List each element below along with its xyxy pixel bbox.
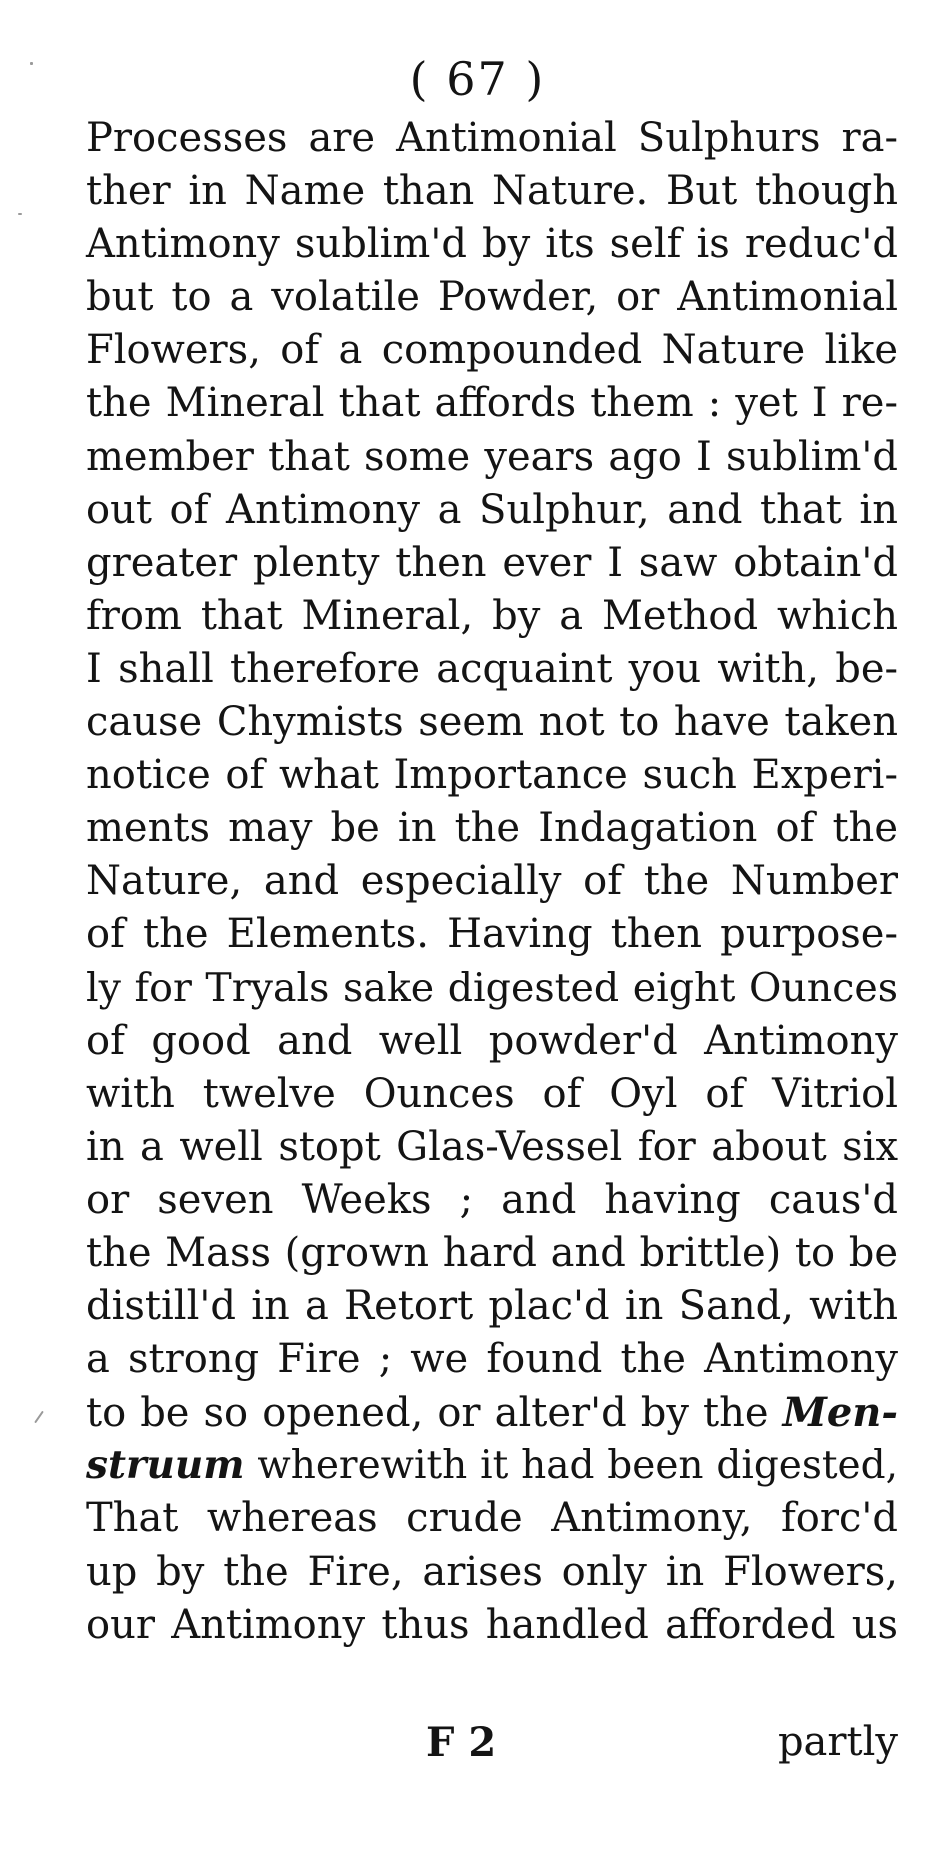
body-text bbox=[86, 112, 898, 1652]
text-line: ments may be in the Indagation of the bbox=[86, 805, 898, 852]
text-line: ly for Tryals sake digested eight Ounces bbox=[86, 964, 898, 1011]
text-line: of good and well powder'd Antimony bbox=[86, 1017, 898, 1064]
text-line: Flowers, of a compounded Nature like bbox=[86, 327, 898, 374]
text-line: but to a volatile Powder, or Antimonial bbox=[86, 274, 898, 321]
text-line: Nature, and especially of the Number bbox=[86, 858, 898, 905]
margin-speck bbox=[34, 1411, 44, 1424]
signature-mark: F 2 bbox=[426, 1719, 497, 1766]
text-line: a strong Fire ; we found the Antimony bbox=[86, 1336, 898, 1383]
text-line: or seven Weeks ; and having caus'd bbox=[86, 1176, 898, 1223]
text-line: our Antimony thus handled afforded us bbox=[86, 1601, 898, 1648]
text-line bbox=[86, 1439, 898, 1492]
text-line: with twelve Ounces of Oyl of Vitriol bbox=[86, 1070, 898, 1117]
text-line: member that some years ago I sublim'd bbox=[86, 433, 898, 480]
italic-word: Men- bbox=[782, 1389, 898, 1437]
text-line: distill'd in a Retort plac'd in Sand, with bbox=[86, 1283, 898, 1330]
margin-speck bbox=[18, 213, 22, 215]
text-line: greater plenty then ever I saw obtain'd bbox=[86, 539, 898, 586]
italic-word: struum bbox=[86, 1442, 245, 1489]
text-line: ther in Name than Nature. But though bbox=[86, 168, 898, 215]
text-line: Processes are Antimonial Sulphurs ra- bbox=[86, 115, 898, 161]
text-line: from that Mineral, by a Method which bbox=[86, 592, 898, 639]
text-segment: wherewith it had been digested, bbox=[244, 1443, 898, 1489]
text-line: up by the Fire, arises only in Flowers, bbox=[86, 1548, 898, 1595]
text-line: cause Chymists seem not to have taken bbox=[86, 699, 898, 746]
page-number: ( 67 ) bbox=[409, 52, 546, 106]
text-line bbox=[86, 1386, 898, 1439]
catchword: partly bbox=[777, 1719, 898, 1765]
text-line: of the Elements. Having then purpose- bbox=[86, 911, 898, 958]
page-footer bbox=[86, 1719, 898, 1779]
text-line: the Mineral that affords them : yet I re- bbox=[86, 380, 898, 427]
text-line: Antimony sublim'd by its self is reduc'd bbox=[86, 221, 898, 268]
text-line: the Mass (grown hard and brittle) to be bbox=[86, 1229, 898, 1276]
text-line: That whereas crude Antimony, forc'd bbox=[86, 1495, 898, 1542]
text-segment: to be so opened, or alter'd by the bbox=[86, 1390, 783, 1437]
text-line: out of Antimony a Sulphur, and that in bbox=[86, 486, 898, 533]
text-line: in a well stopt Glas-Vessel for about six bbox=[86, 1123, 898, 1170]
text-line: I shall therefore acquaint you with, be- bbox=[86, 645, 898, 692]
text-line: notice of what Importance such Experi- bbox=[86, 752, 898, 799]
